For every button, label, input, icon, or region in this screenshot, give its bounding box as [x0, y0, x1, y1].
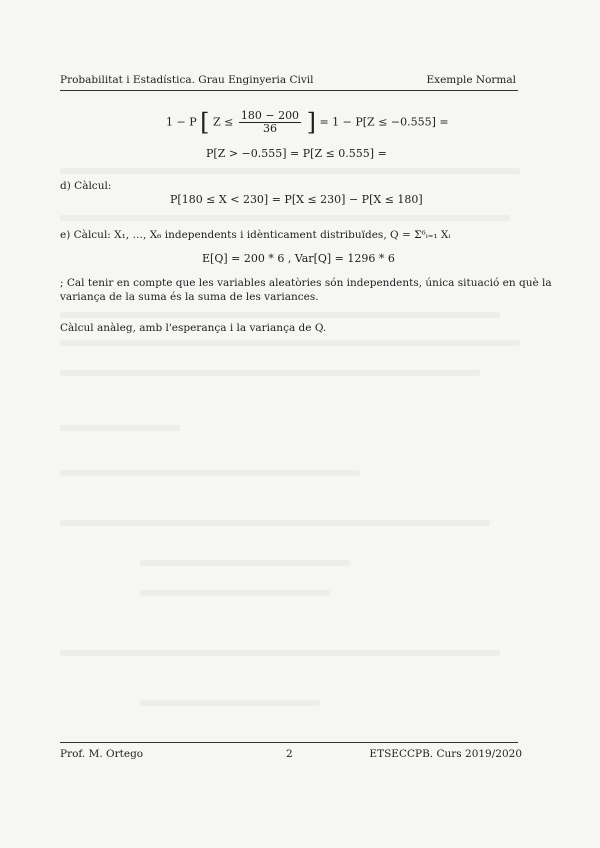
eq1-z-leq: Z ≤: [213, 115, 234, 129]
fraction-numerator: 180 − 200: [240, 109, 300, 122]
header-rule: [60, 90, 518, 91]
fraction-denominator: 36: [262, 122, 277, 135]
footer-left: Prof. M. Ortego: [60, 748, 144, 760]
right-bracket: ]: [306, 108, 316, 137]
eq1-suffix: = 1 − P[Z ≤ −0.555] =: [319, 115, 449, 129]
footer-page-number: 2: [286, 748, 293, 760]
footer-rule: [60, 742, 518, 743]
item-d-equation: P[180 ≤ X < 230] = P[X ≤ 230] − P[X ≤ 180]: [170, 193, 423, 206]
equation-2: P[Z > −0.555] = P[Z ≤ 0.555] =: [206, 147, 387, 160]
item-e-label: e) Càlcul: X₁, …, X₆ independents i idènticament distribuïdes, Q = Σ⁶ᵢ₌₁ Xᵢ: [60, 229, 451, 241]
final-line: Càlcul anàleg, amb l'esperança i la variança de Q.: [60, 322, 327, 334]
paragraph-line-2: variança de la suma és la suma de les variances.: [60, 291, 319, 303]
footer-right: ETSECCPB. Curs 2019/2020: [369, 748, 522, 760]
item-d-label: d) Càlcul:: [60, 180, 112, 192]
paragraph-line-1: ; Cal tenir en compte que les variables aleatòries són independents, única situació en què la: [60, 277, 552, 289]
header-right: Exemple Normal: [426, 74, 516, 86]
header-left: Probabilitat i Estadística. Grau Enginyeria Civil: [60, 74, 314, 86]
equation-1: [166, 110, 449, 135]
eq1-prefix: 1 − P: [166, 115, 197, 129]
left-bracket: [: [200, 108, 210, 137]
item-e-equation: E[Q] = 200 * 6 , Var[Q] = 1296 * 6: [202, 252, 395, 265]
fraction: [239, 110, 301, 135]
